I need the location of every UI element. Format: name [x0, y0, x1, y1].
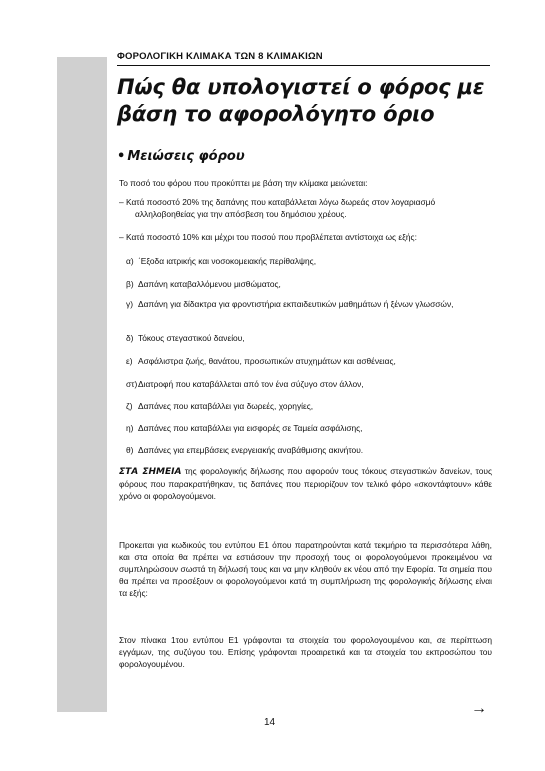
list-item	[126, 255, 488, 267]
list-marker: β)	[126, 279, 134, 289]
list-item	[126, 332, 488, 344]
paragraph-key-points	[119, 465, 492, 502]
page-title: Πώς θα υπολογιστεί ο φόρος με βάση το αφορολόγητο όριο	[117, 75, 485, 126]
list-item	[126, 400, 488, 412]
section-heading-text: Μειώσεις φόρου	[127, 149, 245, 164]
paragraph-table-1: Στον πίνακα 1του εντύπου Ε1 γράφονται τα στοιχεία του φορολογουμένου και, σε περίπτωση εγγάμων, της συζύγου του. Επίσης γράφονται προαιρετικά και τα στοιχεία του εκπροσώπου του φορολογουμένου.	[119, 635, 492, 669]
running-header: ΦΟΡΟΛΟΓΙΚΗ ΚΛΙΜΑΚΑ ΤΩΝ 8 ΚΛΙΜΑΚΙΩΝ	[117, 51, 490, 66]
list-item-text: Δαπάνη για δίδακτρα για φροντιστήρια εκπαιδευτικών μαθημάτων ή ξένων γλωσσών,	[138, 299, 454, 309]
list-item-text: Ασφάλιστρα ζωής, θανάτου, προσωπικών ατυχημάτων και ασθένειας,	[138, 356, 396, 366]
list-marker: α)	[126, 256, 134, 266]
list-item-text: ΄Εξοδα ιατρικής και νοσοκομειακής περίθαλψης,	[138, 256, 317, 266]
list-item-text: Δαπάνες που καταβάλλει για δωρεές, χορηγίες,	[138, 401, 314, 411]
list-marker: θ)	[126, 445, 134, 455]
list-item-text: Δαπάνες που καταβάλλει για εισφορές σε Ταμεία ασφάλισης,	[138, 423, 363, 433]
list-item	[126, 444, 488, 456]
next-page-arrow-icon: →	[471, 700, 487, 717]
intro-text: Το ποσό του φόρου που προκύπτει με βάση την κλίμακα μειώνεται:	[119, 178, 368, 188]
section-heading	[117, 149, 490, 164]
list-marker: γ)	[126, 299, 133, 309]
list-item	[126, 278, 488, 290]
list-item-text: Διατροφή που καταβάλλεται από τον ένα σύζυγο στον άλλον,	[138, 379, 364, 389]
list-item	[126, 422, 488, 434]
bullet-icon: •	[117, 149, 126, 164]
list-marker: δ)	[126, 333, 134, 343]
list-marker: η)	[126, 423, 134, 433]
dash-item: – Κατά ποσοστό 10% και μέχρι του ποσού που προβλέπεται αντίστοιχα ως εξής:	[119, 232, 417, 242]
list-item	[126, 298, 488, 310]
list-item	[126, 355, 488, 367]
key-points-emphasis: ΣΤΑ ΣΗΜΕΙΑ	[119, 467, 182, 477]
list-item-text: Τόκους στεγαστικού δανείου,	[138, 333, 245, 343]
list-marker: στ)	[126, 379, 138, 389]
side-bar	[57, 57, 107, 712]
dash-item: – Κατά ποσοστό 20% της δαπάνης που καταβάλλεται λόγω δωρεάς στον λογαριασμό αλληλοβοηθείας για την απόσβεση του δημόσιου χρέους.	[119, 197, 436, 219]
paragraph-codes: Προκειται για κωδικούς του εντύπου Ε1 όπου παρατηρούνται κατά τεκμήριο τα περισσότερα λάθη, και στα οποία θα πρέπει να εστιάσουν την προσοχή τους οι φορολογούμενοι προκειμένου να συμπληρώσουν σωστά τη δήλωσή τους και να μην κληθούν εκ νέου από την Εφορία. Τα σημεία που θα πρέπει να προσέξουν οι φορολογούμενοι κατά τη συμπλήρωση της φορολογικής δήλωσης είναι τα εξής:	[119, 540, 492, 598]
list-item	[126, 378, 488, 390]
list-marker: ζ)	[126, 401, 133, 411]
list-marker: ε)	[126, 356, 133, 366]
list-item-text: Δαπάνες για επεμβάσεις ενεργειακής αναβάθμισης ακινήτου.	[138, 445, 364, 455]
key-points-text: της φορολογικής δήλωσης που αφορούν τους τόκους στεγαστικών δανείων, τους φόρους που παρακρατήθηκαν, τις δαπάνες που περιορίζουν τον τελικό φόρο «σκοντάφτουν» κάθε χρόνο οι φορολογούμενοι.	[119, 466, 492, 501]
list-item-text: Δαπάνη καταβαλλόμενου μισθώματος,	[138, 279, 281, 289]
page-number: 14	[264, 717, 276, 728]
